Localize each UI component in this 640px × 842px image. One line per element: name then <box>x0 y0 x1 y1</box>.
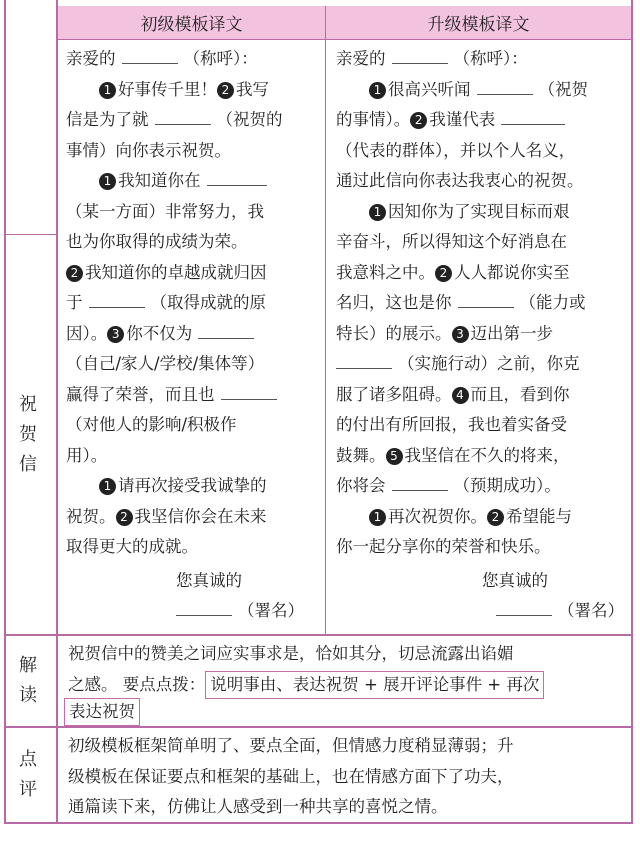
marker-two-icon: 2 <box>410 112 427 129</box>
header-advanced-template <box>326 6 631 39</box>
marker-one-icon: 1 <box>99 173 116 190</box>
marker-two-icon: 2 <box>217 82 234 99</box>
border-header-bottom <box>56 39 633 40</box>
advanced-closing: 您真诚的 <box>482 571 548 590</box>
marker-three-icon: 3 <box>452 326 469 343</box>
key-points-highlight-continued: 表达祝贺 <box>64 698 140 726</box>
marker-three-icon: 3 <box>107 326 124 343</box>
basic-signature: （署名） <box>176 596 304 627</box>
marker-one-icon: 1 <box>369 82 386 99</box>
border-column-divider <box>325 6 326 634</box>
header-advanced-label: 升级模板译文 <box>427 15 530 35</box>
marker-one-icon: 1 <box>369 204 386 221</box>
marker-one-icon: 1 <box>369 509 386 526</box>
border-row-top-letter <box>4 234 56 235</box>
marker-one-icon: 1 <box>99 478 116 495</box>
basic-closing: 您真诚的 <box>176 571 242 590</box>
comment-text: 初级模板框架简单明了、要点全面，但情感力度稍显薄弱；升 级模板在保证要点和框架的基础上，也在情感方面下了功夫， 通篇读下来，仿佛让人感受到一种共享的喜悦之情。 <box>68 736 514 816</box>
analysis-text: 祝贺信中的赞美之词应实事求是，恰如其分，切忌流露出谄媚 之感。 要点点拨： 说明事由、表达祝贺 + 展开评论事件 + 再次 表达祝贺 <box>68 639 628 728</box>
basic-template-text: 亲爱的 （称呼）： 1 好事传千里！ 2 我写 信是为了就 （祝贺的 事情）向你表示祝贺。 1 我知道你在 （某一方面）非常努力，我 也为你取得的成绩为荣。 2 我知道你的卓越成就归因 于 （取得成就的原 因）。 3 你不仅为 （自己/家人/学校/集体等） 赢得了荣誉，而且也 （对他人的影响/积极作 用）。 1 请再次接受我诚挚的 祝贺。 2 我坚信你会在未来 取得更大的成就。 <box>66 49 283 556</box>
border-label-column <box>56 0 58 824</box>
marker-one-icon: 1 <box>99 82 116 99</box>
advanced-signature: （署名） <box>496 596 624 627</box>
advanced-template-text: 亲爱的 （称呼）： 1 很高兴听闻 （祝贺 的事情）。 2 我谨代表 （代表的群体），并以个人名义， 通过此信向你表达我衷心的祝贺。 1 因知你为了实现目标而艰 辛奋斗，所以得知这个好消息在 我意料之中。 2 人人都说你实至 名归，这也是你 （能力或 特长）的展示。 3 迈出第一步 （实施行动）之前，你克 服了诸多阻碍。 4 而且，看到你 的付出有所回报，我也着实备受 鼓舞。 5 我坚信在不久的将来， 你将会 （预期成功）。 1 再次祝贺你。 2 希望能与 你一起分享你的荣誉和快乐。 <box>336 49 588 556</box>
key-points-highlight: 说明事由、表达祝贺 + 展开评论事件 + 再次 <box>205 671 544 699</box>
marker-two-icon: 2 <box>487 509 504 526</box>
header-basic-template <box>58 6 325 39</box>
border-row-analysis <box>4 634 633 636</box>
label-letter: 祝 贺 信 <box>19 394 37 475</box>
header-basic-label: 初级模板译文 <box>140 15 243 35</box>
marker-four-icon: 4 <box>452 387 469 404</box>
marker-two-icon: 2 <box>116 509 133 526</box>
border-right <box>631 0 633 824</box>
label-analysis: 解 读 <box>19 655 37 706</box>
marker-two-icon: 2 <box>435 265 452 282</box>
marker-five-icon: 5 <box>386 448 403 465</box>
marker-two-icon: 2 <box>66 265 83 282</box>
label-comment: 点 评 <box>19 749 37 800</box>
